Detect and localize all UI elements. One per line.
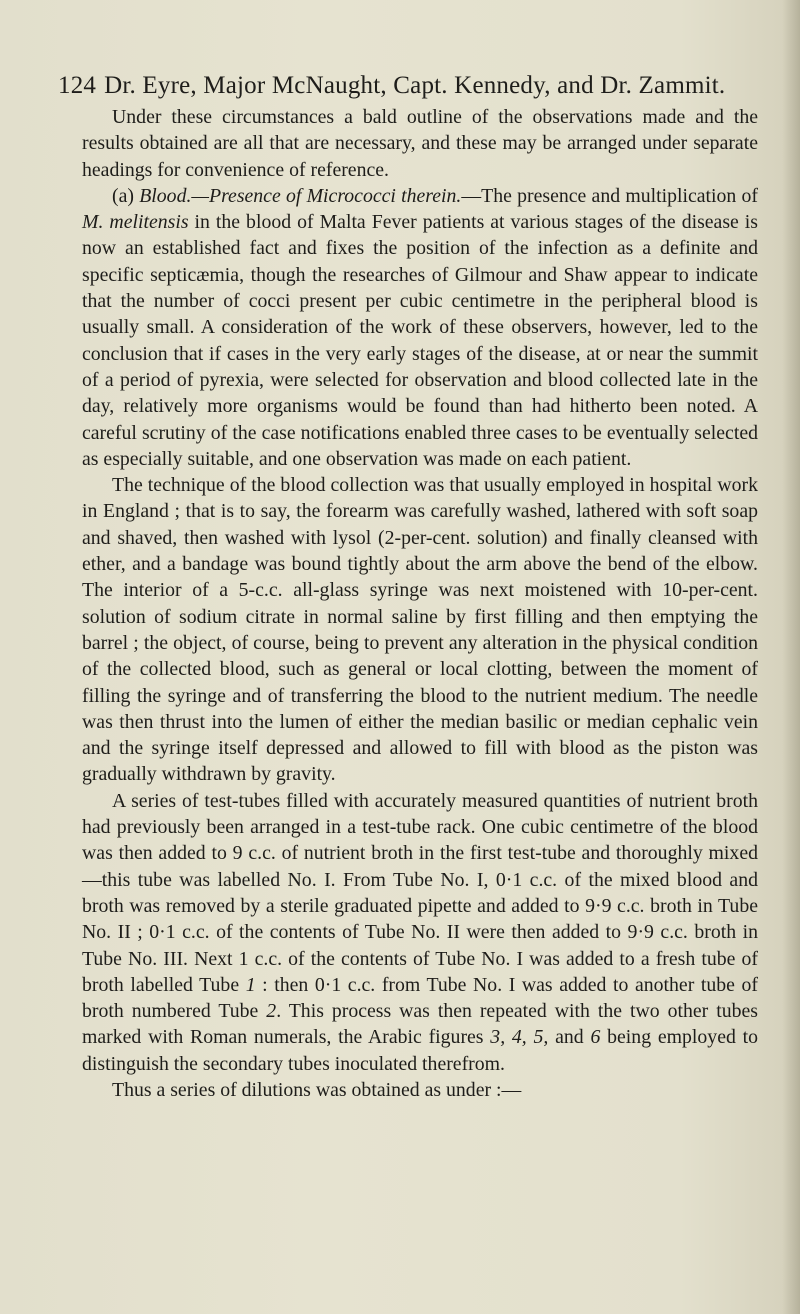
arabic-figures: 3, 4, 5,: [490, 1026, 549, 1049]
paragraph-dilutions: Thus a series of dilutions was obtained as under :—: [112, 1078, 522, 1101]
page-edge-shadow: [782, 0, 800, 1314]
section-heading: Blood.—Presence of Micrococci therein.: [139, 184, 462, 207]
paragraph-technique: The technique of the blood collection was that usually employed in hospital work in England ; that is to say, the forearm was carefully washed, lathered with soft soap and shaved, then washed with lysol (2-per-cent. solution) and finally cleansed with ether, and a bandage was bound tightly about the arm above the bend of the elbow. The interior of a 5-c.c. all-glass syringe was next moistened with 10-per-cent. solution of sodium citrate in normal saline by first filling and then emptying the barrel ; the object, of course, being to prevent any alteration in the physical condition of the collected blood, such as general or local clotting, between the moment of filling the syringe and of transferring the blood to the nutrient medium. The needle was then thrust into the lumen of either the median basilic or median cephalic vein and the syringe itself depressed and allowed to fill with blood as the piston was gradually withdrawn by gravity.: [82, 474, 758, 786]
section-text-after: in the blood of Malta Fever patients at various stages of the disease is now an established fact and fixes the position of the infection as a definite and specific septicæmia, though the researches of Gilmour and Shaw appear to indicate that the number of cocci present per cubic centimetre in the peripheral blood is usually small. A consideration of the work of these observers, however, led to the conclusion that if cases in the very early stages of the disease, at or near the summit of a period of pyrexia, were selected for observation and blood collected late in the day, relatively more organisms would be found than had hitherto been noted. A careful scrutiny of the case notifications enabled three cases to be eventually selected as especially suitable, and one observation was made on each patient.: [82, 211, 758, 470]
test-tubes-text-4: being employed to distinguish the secondary tubes inoculated therefrom.: [82, 1026, 759, 1075]
running-head: [58, 72, 758, 100]
body-text: [82, 104, 758, 1103]
tube-label-2: 2: [266, 1000, 277, 1023]
tube-label-1: 1: [245, 973, 256, 996]
paragraph-test-tubes: [82, 788, 758, 1077]
species-name: M. melitensis: [82, 211, 189, 234]
paragraph-blood-section: [82, 183, 758, 472]
test-tubes-text-3: . This process was then repeated with the two other tubes marked with Roman numerals, the Arabic figures: [82, 1000, 758, 1049]
test-tubes-text-1: A series of test-tubes filled with accurately measured quantities of nutrient broth had previously been arranged in a test-tube rack. One cubic centimetre of the blood was then added to 9 c.c. of nutrient broth in the first test-tube and thoroughly mixed—this tube was labelled No. I. From Tube No. I, 0·1 c.c. of the mixed blood and broth was removed by a sterile graduated pipette and added to 9·9 c.c. broth in Tube No. II ; 0·1 c.c. of the contents of Tube No. II were then added to 9·9 c.c. broth in Tube No. III. Next 1 c.c. of the contents of Tube No. I was added to a fresh tube of broth labelled Tube: [82, 789, 758, 996]
arabic-figure-6: 6: [590, 1026, 601, 1049]
page-number: 124: [58, 72, 97, 99]
test-tubes-and: and: [555, 1026, 584, 1049]
running-title: Dr. Eyre, Major McNaught, Capt. Kennedy, and Dr. Zammit.: [104, 72, 726, 99]
paragraph-intro: Under these circumstances a bald outline of the observations made and the results obtained are all that are necessary, and these may be arranged under separate headings for convenience of reference.: [82, 106, 758, 181]
test-tubes-text-2: : then 0·1 c.c. from Tube No. I was added to another tube of broth numbered Tube: [82, 973, 758, 1023]
section-label: (a): [112, 184, 134, 207]
section-text-before: —The presence and multiplication of: [461, 184, 758, 207]
